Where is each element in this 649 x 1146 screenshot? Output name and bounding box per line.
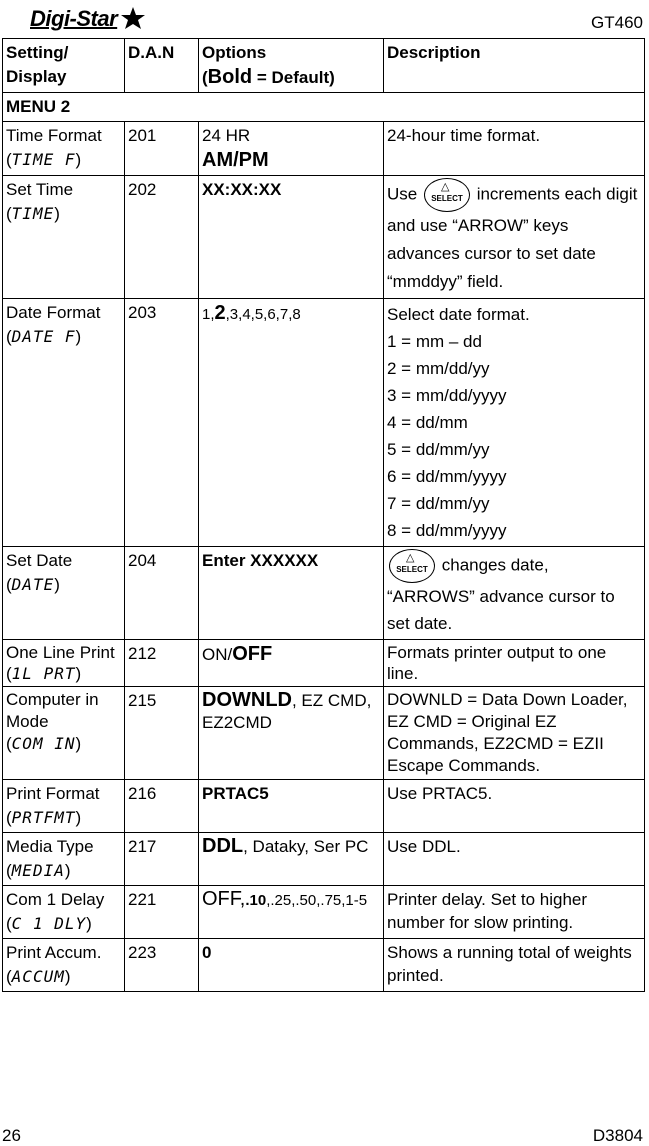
dan-cell: 217 <box>125 833 199 886</box>
option-value: 24 HR <box>202 126 251 145</box>
table-row <box>3 176 645 299</box>
display-code: TIME F <box>11 150 76 169</box>
option-default: DDL <box>202 835 244 857</box>
option-default: .10 <box>245 892 267 909</box>
setting-name: Media Type <box>6 837 94 856</box>
display-code: TIME <box>11 204 55 223</box>
col-description-header: Description <box>384 39 645 93</box>
description-cell: Formats printer output to one line. <box>384 640 645 687</box>
description-title: Select date format. <box>387 305 530 324</box>
setting-cell: Print Accum. (ACCUM) <box>3 939 125 992</box>
description-cell: 24-hour time format. <box>384 122 645 176</box>
model-number: GT460 <box>591 13 643 32</box>
setting-name: One Line Print <box>6 643 115 662</box>
option-value: ON/ <box>202 645 233 664</box>
date-format-item: 2 = mm/dd/yy <box>387 359 490 378</box>
option-value: ,3,4,5,6,7,8 <box>225 306 301 323</box>
date-format-item: 3 = mm/dd/yyyy <box>387 386 507 405</box>
description-text: changes date, “ARROWS” advance cursor to set date. <box>387 555 615 633</box>
description-cell: Shows a running total of weights printed. <box>384 939 645 992</box>
dan-cell: 216 <box>125 780 199 833</box>
options-cell <box>199 687 384 780</box>
dan-cell: 202 <box>125 176 199 299</box>
setting-name: Print Accum. <box>6 943 102 962</box>
dan-cell: 221 <box>125 886 199 939</box>
select-key-icon: △ SELECT <box>389 549 435 583</box>
options-bold-label: Bold <box>207 66 253 88</box>
setting-name: Com 1 Delay <box>6 890 105 909</box>
table-row <box>3 886 645 939</box>
description-cell <box>384 176 645 299</box>
setting-name: Set Date <box>6 551 73 570</box>
display-code: COM IN <box>11 734 76 753</box>
options-cell <box>199 640 384 687</box>
option-default: Enter XXXXXX <box>199 547 384 640</box>
dan-cell: 201 <box>125 122 199 176</box>
description-cell: Use DDL. <box>384 833 645 886</box>
date-format-item: 6 = dd/mm/yyyy <box>387 467 507 486</box>
col-dan-header: D.A.N <box>125 39 199 93</box>
option-value: ,.25,.50,.75,1-5 <box>266 892 368 909</box>
option-value: , EZ CMD, EZ2CMD <box>202 691 372 732</box>
display-code: MEDIA <box>11 861 65 880</box>
dan-cell: 223 <box>125 939 199 992</box>
options-cell <box>199 299 384 547</box>
date-format-item: 8 = dd/mm/yyyy <box>387 521 507 540</box>
options-label: Options <box>202 43 267 62</box>
document-number: D3804 <box>592 1126 643 1145</box>
option-default: DOWNLD <box>202 689 292 711</box>
setting-cell: Computer in Mode (COM IN) <box>3 687 125 780</box>
setting-name: Computer in Mode <box>6 690 99 731</box>
table-row <box>3 299 645 547</box>
setting-cell: Set Date (DATE) <box>3 547 125 640</box>
setting-cell: Print Format (PRTFMT) <box>3 780 125 833</box>
dan-cell: 215 <box>125 687 199 780</box>
page-number: 26 <box>2 1126 21 1145</box>
display-code: 1L PRT <box>11 664 76 683</box>
star-icon <box>120 6 146 30</box>
date-format-item: 4 = dd/mm <box>387 413 468 432</box>
setting-name: Set Time <box>6 180 74 199</box>
table-row <box>3 833 645 886</box>
option-value: OFF, <box>202 888 246 910</box>
options-cell <box>199 886 384 939</box>
display-code: DATE F <box>11 327 76 346</box>
option-value: , Dataky, Ser PC <box>243 837 369 856</box>
col-setting-header: Setting/ Display <box>3 39 125 93</box>
setting-name: Print Format <box>6 784 100 803</box>
display-code: DATE <box>11 575 55 594</box>
description-cell: DOWNLD = Data Down Loader, EZ CMD = Original EZ Commands, EZ2CMD = EZII Escape Commands. <box>384 687 645 780</box>
table-row <box>3 939 645 992</box>
table-row <box>3 640 645 687</box>
option-default: 0 <box>199 939 384 992</box>
option-default: 2 <box>214 302 226 324</box>
setting-name: Date Format <box>6 303 101 322</box>
options-default-label: = Default) <box>252 68 335 87</box>
display-code: ACCUM <box>11 967 65 986</box>
select-key-icon: △ SELECT <box>424 178 470 212</box>
table-row <box>3 122 645 176</box>
date-format-item: 5 = dd/mm/yy <box>387 440 490 459</box>
setting-cell: Set Time (TIME) <box>3 176 125 299</box>
setting-name: Time Format <box>6 126 102 145</box>
options-cell <box>199 122 384 176</box>
date-format-item: 1 = mm – dd <box>387 332 482 351</box>
table-header-row <box>3 39 645 93</box>
dan-cell: 212 <box>125 640 199 687</box>
display-code: PRTFMT <box>11 808 76 827</box>
option-default: OFF <box>232 643 273 665</box>
table-row <box>3 780 645 833</box>
description-cell <box>384 547 645 640</box>
description-cell: Printer delay. Set to higher number for slow printing. <box>384 886 645 939</box>
description-cell: Use PRTAC5. <box>384 780 645 833</box>
settings-table <box>2 38 645 992</box>
description-text: increments each digit and use “ARROW” keys advances cursor to set date “mmddyy” field. <box>387 184 638 291</box>
dan-cell: 204 <box>125 547 199 640</box>
menu-title: MENU 2 <box>3 93 645 122</box>
table-row <box>3 547 645 640</box>
brand-name: Digi-Star <box>30 6 118 31</box>
table-row <box>3 687 645 780</box>
option-default: AM/PM <box>202 149 269 171</box>
setting-cell: One Line Print (1L PRT) <box>3 640 125 687</box>
setting-cell: Com 1 Delay (C 1 DLY) <box>3 886 125 939</box>
menu-title-row <box>3 93 645 122</box>
display-code: C 1 DLY <box>11 914 87 933</box>
description-cell <box>384 299 645 547</box>
option-default: XX:XX:XX <box>199 176 384 299</box>
setting-cell: Time Format (TIME F) <box>3 122 125 176</box>
option-value: 1, <box>202 306 215 323</box>
setting-cell: Date Format (DATE F) <box>3 299 125 547</box>
description-text: Use <box>387 184 418 204</box>
option-default: PRTAC5 <box>199 780 384 833</box>
date-format-item: 7 = dd/mm/yy <box>387 494 490 513</box>
options-cell <box>199 833 384 886</box>
dan-cell: 203 <box>125 299 199 547</box>
setting-cell: Media Type (MEDIA) <box>3 833 125 886</box>
col-options-header: Options (Bold = Default) <box>199 39 384 93</box>
brand-logo <box>30 6 146 34</box>
